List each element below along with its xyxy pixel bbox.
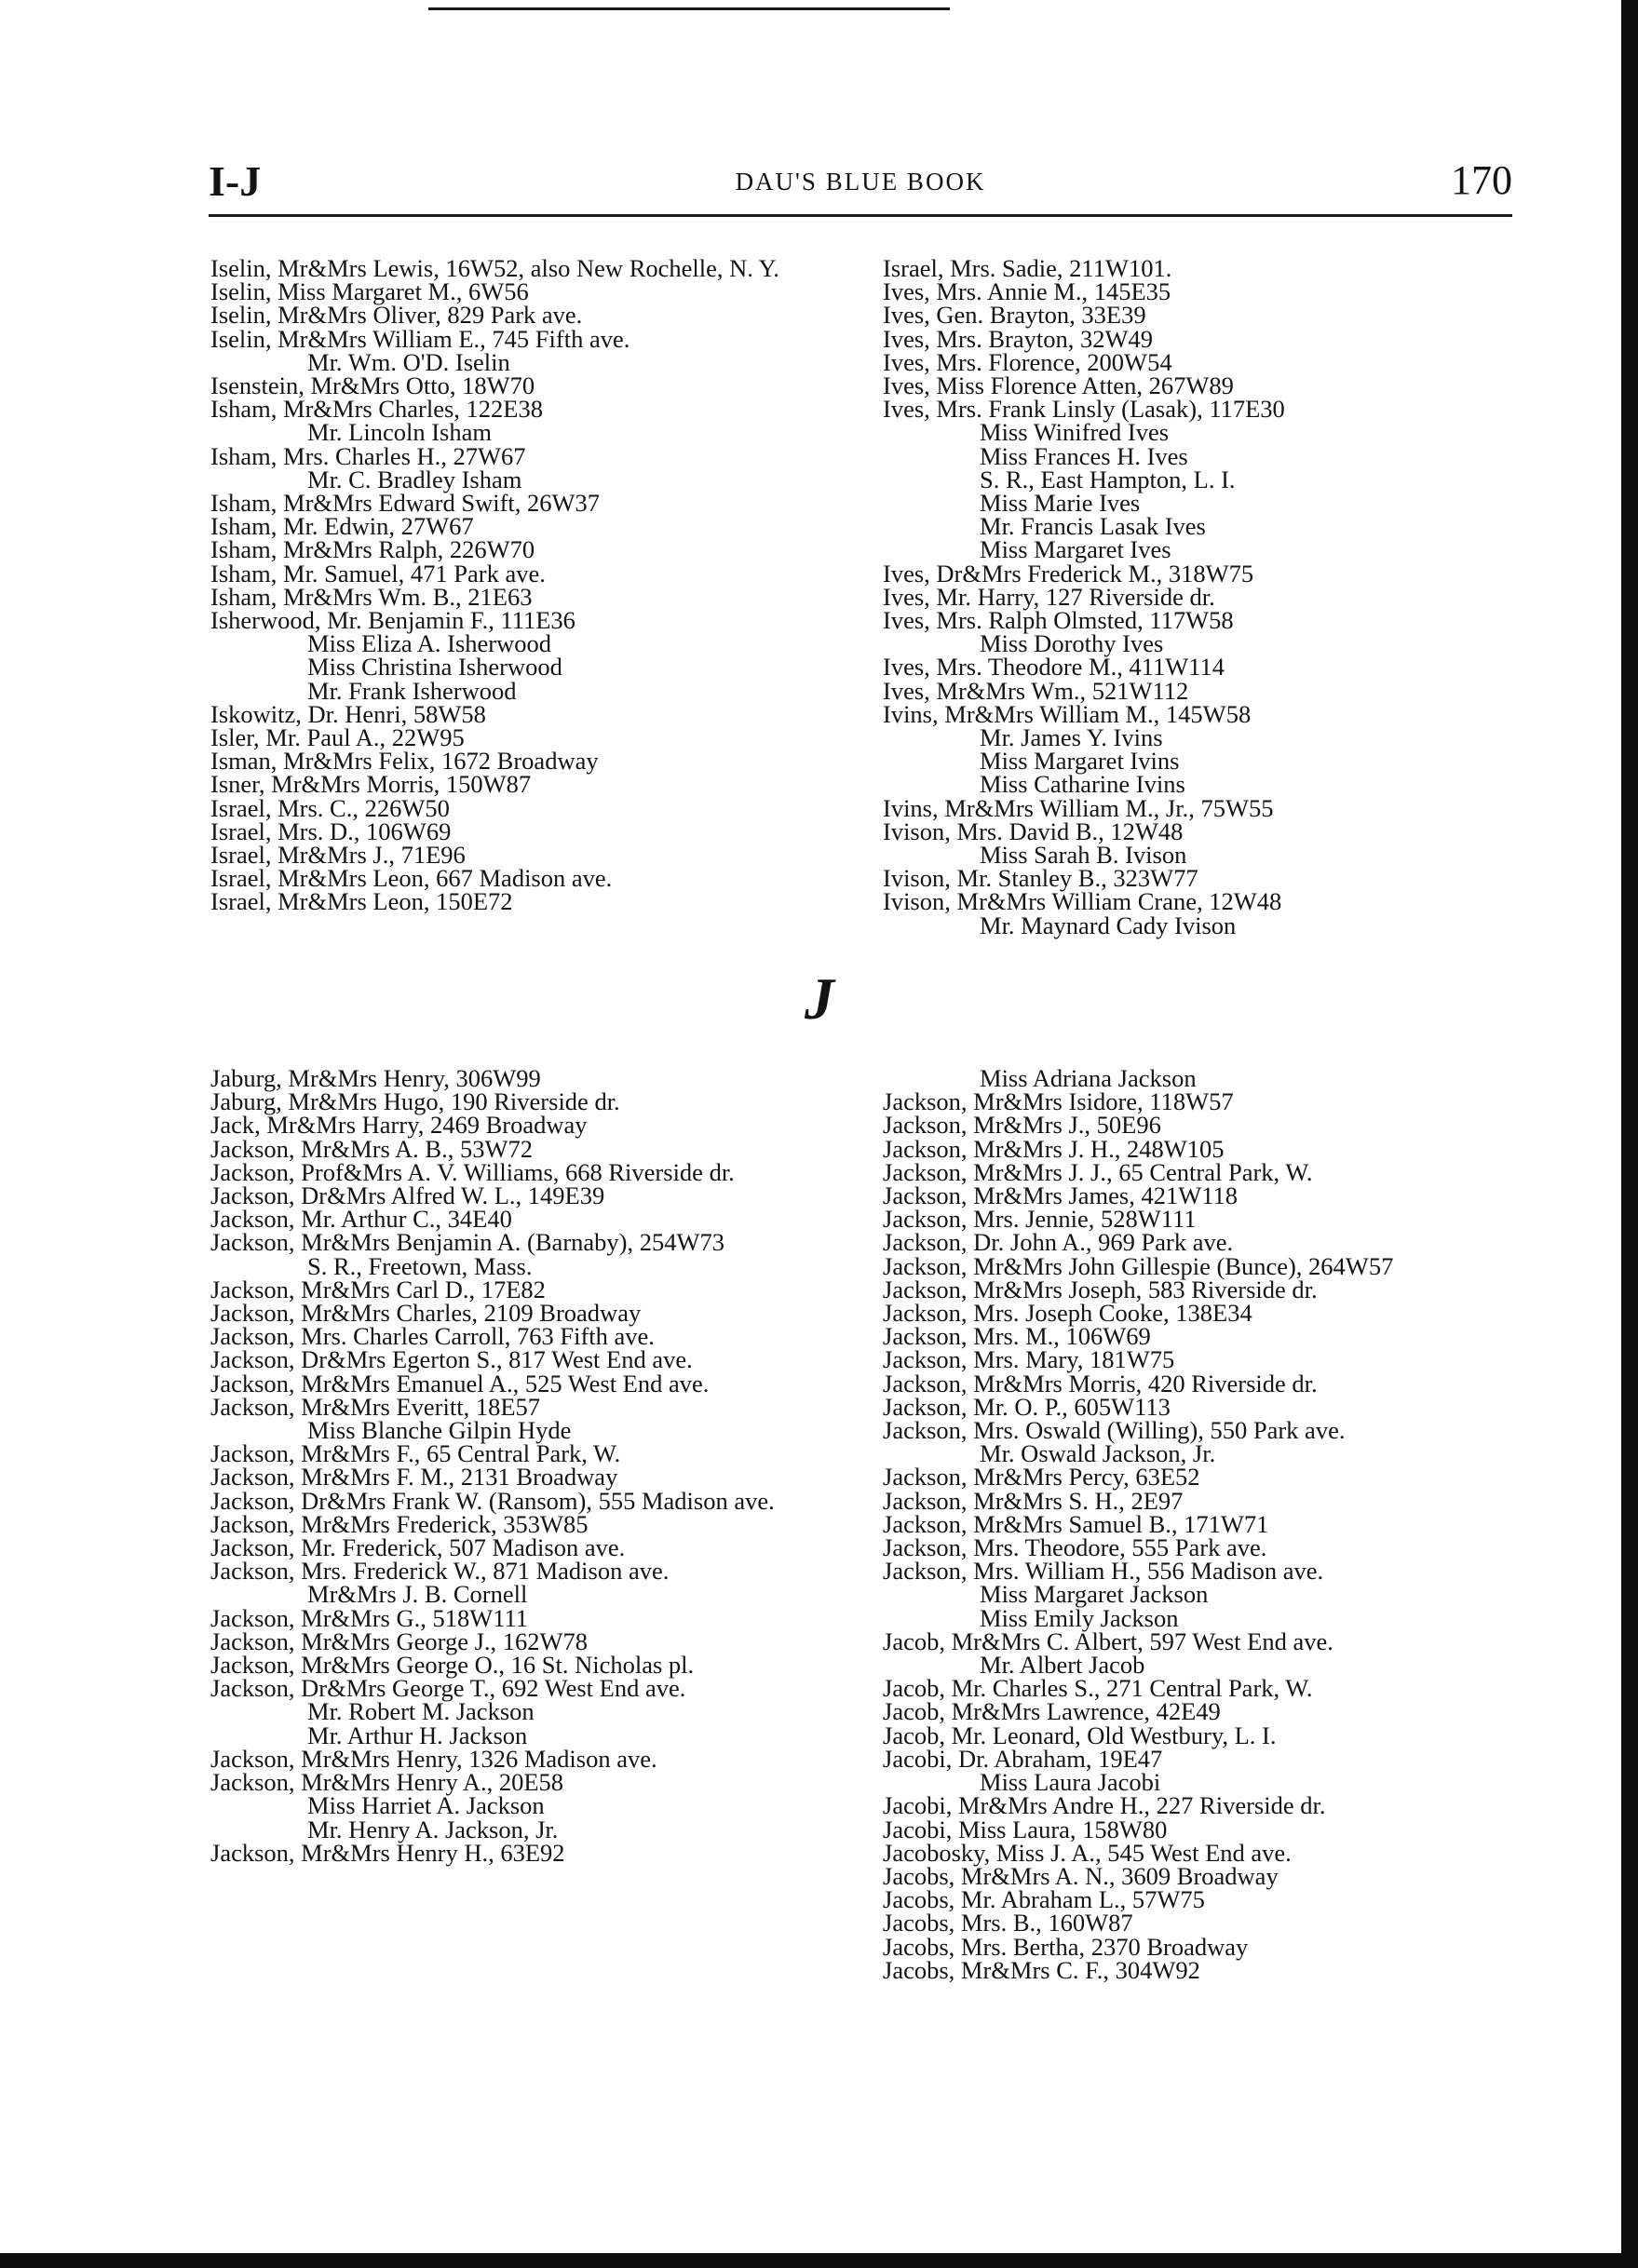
directory-entry: Jacobs, Mrs. Bertha, 2370 Broadway bbox=[883, 1932, 1249, 1961]
directory-entry: Jackson, Mr&Mrs A. B., 53W72 bbox=[210, 1134, 533, 1163]
directory-subentry: Miss Christina Isherwood bbox=[307, 653, 562, 682]
directory-entry: Jackson, Mr&Mrs George J., 162W78 bbox=[210, 1627, 589, 1655]
directory-subentry: Miss Blanche Gilpin Hyde bbox=[307, 1416, 572, 1445]
directory-entry: Jackson, Mr&Mrs F. M., 2131 Broadway bbox=[210, 1463, 618, 1492]
section-letter-j: J bbox=[805, 965, 834, 1032]
directory-entry: Jacobi, Mr&Mrs Andre H., 227 Riverside dr. bbox=[883, 1791, 1326, 1820]
directory-entry: Ives, Gen. Brayton, 33E39 bbox=[883, 301, 1146, 330]
directory-entry: Jackson, Mrs. M., 106W69 bbox=[883, 1322, 1151, 1351]
directory-entry: Iselin, Mr&Mrs William E., 745 Fifth ave. bbox=[210, 324, 630, 353]
directory-entry: Israel, Mrs. C., 226W50 bbox=[210, 793, 450, 822]
page-header bbox=[209, 156, 1512, 214]
directory-subentry: Miss Margaret Ivins bbox=[980, 747, 1180, 776]
directory-entry: Jacobs, Mr. Abraham L., 57W75 bbox=[883, 1885, 1205, 1914]
directory-entry: Jackson, Mr&Mrs Emanuel A., 525 West End ave. bbox=[210, 1369, 710, 1397]
directory-subentry: Mr. Wm. O'D. Iselin bbox=[307, 347, 510, 376]
directory-entry: Jacob, Mr&Mrs Lawrence, 42E49 bbox=[883, 1697, 1221, 1726]
directory-entry: Ives, Mrs. Annie M., 145E35 bbox=[883, 277, 1171, 306]
directory-entry: Jackson, Dr&Mrs Alfred W. L., 149E39 bbox=[210, 1181, 605, 1210]
directory-subentry: Miss Margaret Ives bbox=[980, 535, 1171, 564]
directory-entry: Jackson, Mr. Arthur C., 34E40 bbox=[210, 1205, 512, 1234]
directory-entry: Isham, Mr&Mrs Wm. B., 21E63 bbox=[210, 582, 533, 611]
directory-entry: Isham, Mr. Edwin, 27W67 bbox=[210, 512, 474, 541]
directory-subentry: Miss Harriet A. Jackson bbox=[307, 1791, 545, 1820]
top-rule bbox=[428, 7, 950, 10]
directory-entry: Jackson, Mr&Mrs J. H., 248W105 bbox=[883, 1134, 1225, 1163]
directory-subentry: Miss Margaret Jackson bbox=[980, 1580, 1209, 1609]
directory-entry: Isenstein, Mr&Mrs Otto, 18W70 bbox=[210, 371, 535, 400]
directory-entry: Isham, Mr. Samuel, 471 Park ave. bbox=[210, 559, 546, 587]
directory-subentry: Mr. Maynard Cady Ivison bbox=[980, 911, 1237, 939]
directory-subentry: Mr. Albert Jacob bbox=[980, 1651, 1145, 1680]
directory-entry: Jackson, Dr. John A., 969 Park ave. bbox=[883, 1228, 1234, 1257]
directory-subentry: Mr. C. Bradley Isham bbox=[307, 465, 522, 493]
directory-entry: Ives, Mrs. Florence, 200W54 bbox=[883, 347, 1172, 376]
directory-subentry: S. R., East Hampton, L. I. bbox=[980, 465, 1236, 493]
column-j-right bbox=[883, 1064, 1516, 1984]
directory-entry: Jackson, Mr&Mrs F., 65 Central Park, W. bbox=[210, 1439, 621, 1468]
directory-entry: Ives, Mrs. Frank Linsly (Lasak), 117E30 bbox=[883, 395, 1285, 424]
directory-entry: Jackson, Dr&Mrs Egerton S., 817 West End ave. bbox=[210, 1345, 693, 1374]
directory-entry: Israel, Mr&Mrs J., 71E96 bbox=[210, 841, 466, 870]
directory-entry: Jackson, Mr&Mrs James, 421W118 bbox=[883, 1181, 1239, 1210]
directory-entry: Ivison, Mr. Stanley B., 323W77 bbox=[883, 864, 1198, 893]
directory-subentry: Mr. Arthur H. Jackson bbox=[307, 1721, 528, 1749]
directory-entry: Jaburg, Mr&Mrs Hugo, 190 Riverside dr. bbox=[210, 1087, 620, 1116]
directory-entry: Jacobosky, Miss J. A., 545 West End ave. bbox=[883, 1838, 1292, 1867]
directory-entry: Jacob, Mr. Charles S., 271 Central Park, W. bbox=[883, 1674, 1313, 1703]
directory-entry: Jackson, Mrs. Oswald (Willing), 550 Park ave. bbox=[883, 1416, 1346, 1445]
directory-subentry: Miss Adriana Jackson bbox=[980, 1064, 1197, 1092]
directory-subentry: Mr. James Y. Ivins bbox=[980, 723, 1163, 752]
directory-entry: Jacobs, Mr&Mrs C. F., 304W92 bbox=[883, 1955, 1200, 1984]
directory-subentry: Miss Sarah B. Ivison bbox=[980, 841, 1187, 870]
directory-entry: Jackson, Mr&Mrs Percy, 63E52 bbox=[883, 1463, 1200, 1492]
directory-entry: Isner, Mr&Mrs Morris, 150W87 bbox=[210, 770, 532, 799]
directory-entry: Jacobi, Miss Laura, 158W80 bbox=[883, 1815, 1168, 1843]
directory-entry: Jackson, Mr. Frederick, 507 Madison ave. bbox=[210, 1533, 626, 1562]
directory-entry: Israel, Mr&Mrs Leon, 150E72 bbox=[210, 887, 513, 916]
directory-entry: Ives, Miss Florence Atten, 267W89 bbox=[883, 371, 1234, 400]
directory-entry: Jacob, Mr&Mrs C. Albert, 597 West End ave. bbox=[883, 1627, 1333, 1655]
directory-entry: Jaburg, Mr&Mrs Henry, 306W99 bbox=[210, 1064, 541, 1092]
directory-entry: Jackson, Mr&Mrs Morris, 420 Riverside dr. bbox=[883, 1369, 1318, 1397]
directory-entry: Jackson, Mr&Mrs George O., 16 St. Nicholas pl. bbox=[210, 1651, 695, 1680]
directory-entry: Jackson, Mrs. William H., 556 Madison ave. bbox=[883, 1557, 1324, 1586]
directory-subentry: Miss Laura Jacobi bbox=[980, 1768, 1161, 1797]
directory-entry: Isham, Mr&Mrs Edward Swift, 26W37 bbox=[210, 489, 601, 518]
directory-entry: Isler, Mr. Paul A., 22W95 bbox=[210, 723, 465, 752]
directory-entry: Jackson, Mr&Mrs Charles, 2109 Broadway bbox=[210, 1299, 642, 1328]
directory-entry: Ives, Mrs. Ralph Olmsted, 117W58 bbox=[883, 606, 1234, 635]
directory-subentry: Mr. Lincoln Isham bbox=[307, 418, 492, 447]
directory-subentry: Mr. Robert M. Jackson bbox=[307, 1697, 535, 1726]
directory-entry: Jackson, Mrs. Frederick W., 871 Madison ave. bbox=[210, 1557, 670, 1586]
directory-entry: Jackson, Mrs. Jennie, 528W111 bbox=[883, 1205, 1197, 1234]
directory-subentry: Miss Frances H. Ives bbox=[980, 441, 1188, 470]
directory-entry: Jackson, Mr&Mrs Carl D., 17E82 bbox=[210, 1275, 546, 1303]
directory-subentry: Miss Catharine Ivins bbox=[980, 770, 1185, 799]
directory-entry: Jacobi, Dr. Abraham, 19E47 bbox=[883, 1744, 1163, 1773]
directory-entry: Iselin, Mr&Mrs Lewis, 16W52, also New Rochelle, N. Y. bbox=[210, 254, 779, 282]
directory-subentry: Mr. Francis Lasak Ives bbox=[980, 512, 1206, 541]
directory-entry: Jackson, Mr&Mrs John Gillespie (Bunce), 264W57 bbox=[883, 1251, 1394, 1280]
directory-entry: Jackson, Mrs. Charles Carroll, 763 Fifth ave. bbox=[210, 1322, 655, 1351]
directory-entry: Isham, Mr&Mrs Charles, 122E38 bbox=[210, 395, 543, 424]
directory-entry: Isherwood, Mr. Benjamin F., 111E36 bbox=[210, 606, 575, 635]
directory-entry: Israel, Mrs. D., 106W69 bbox=[210, 817, 452, 845]
directory-entry: Jacobs, Mr&Mrs A. N., 3609 Broadway bbox=[883, 1861, 1279, 1890]
scan-edge-right bbox=[1621, 0, 1638, 2268]
directory-subentry: Miss Emily Jackson bbox=[980, 1603, 1179, 1632]
directory-entry: Iselin, Mr&Mrs Oliver, 829 Park ave. bbox=[210, 301, 583, 330]
directory-entry: Ivins, Mr&Mrs William M., Jr., 75W55 bbox=[883, 793, 1274, 822]
directory-subentry: Miss Winifred Ives bbox=[980, 418, 1170, 447]
column-i-right bbox=[883, 254, 1516, 939]
directory-entry: Ives, Dr&Mrs Frederick M., 318W75 bbox=[883, 559, 1254, 587]
directory-entry: Iskowitz, Dr. Henri, 58W58 bbox=[210, 699, 486, 728]
directory-entry: Ives, Mrs. Theodore M., 411W114 bbox=[883, 653, 1225, 682]
directory-entry: Israel, Mr&Mrs Leon, 667 Madison ave. bbox=[210, 864, 613, 893]
directory-entry: Israel, Mrs. Sadie, 211W101. bbox=[883, 254, 1172, 282]
directory-entry: Jackson, Mr. O. P., 605W113 bbox=[883, 1392, 1171, 1421]
directory-subentry: Miss Marie Ives bbox=[980, 489, 1141, 518]
directory-entry: Jackson, Mr&Mrs Frederick, 353W85 bbox=[210, 1509, 589, 1538]
directory-subentry: Mr. Frank Isherwood bbox=[307, 676, 517, 705]
column-j-left bbox=[210, 1064, 844, 1867]
directory-entry: Ivison, Mrs. David B., 12W48 bbox=[883, 817, 1184, 845]
column-i-left bbox=[210, 254, 844, 916]
directory-entry: Jackson, Prof&Mrs A. V. Williams, 668 Riverside dr. bbox=[210, 1157, 735, 1186]
directory-entry: Jacobs, Mrs. B., 160W87 bbox=[883, 1909, 1133, 1937]
directory-subentry: S. R., Freetown, Mass. bbox=[307, 1251, 533, 1280]
directory-entry: Jackson, Mr&Mrs Isidore, 118W57 bbox=[883, 1087, 1234, 1116]
directory-entry: Jackson, Mr&Mrs J., 50E96 bbox=[883, 1111, 1161, 1140]
directory-entry: Jackson, Mr&Mrs Benjamin A. (Barnaby), 254W73 bbox=[210, 1228, 724, 1257]
page-number: 170 bbox=[1451, 157, 1512, 203]
directory-entry: Jackson, Mr&Mrs Samuel B., 171W71 bbox=[883, 1509, 1269, 1538]
directory-entry: Ivison, Mr&Mrs William Crane, 12W48 bbox=[883, 887, 1282, 916]
directory-entry: Ivins, Mr&Mrs William M., 145W58 bbox=[883, 699, 1252, 728]
directory-entry: Jackson, Mr&Mrs J. J., 65 Central Park, W. bbox=[883, 1157, 1313, 1186]
directory-entry: Jackson, Mrs. Mary, 181W75 bbox=[883, 1345, 1175, 1374]
page-title: DAU'S BLUE BOOK bbox=[735, 168, 986, 196]
directory-entry: Jacob, Mr. Leonard, Old Westbury, L. I. bbox=[883, 1721, 1277, 1749]
directory-entry: Jackson, Mr&Mrs Henry H., 63E92 bbox=[210, 1838, 565, 1867]
scan-edge-bottom bbox=[0, 2253, 1638, 2268]
directory-subentry: Mr. Henry A. Jackson, Jr. bbox=[307, 1815, 559, 1843]
directory-subentry: Miss Eliza A. Isherwood bbox=[307, 629, 552, 658]
directory-entry: Jackson, Mr&Mrs G., 518W111 bbox=[210, 1603, 529, 1632]
directory-subentry: Miss Dorothy Ives bbox=[980, 629, 1164, 658]
directory-entry: Isman, Mr&Mrs Felix, 1672 Broadway bbox=[210, 747, 599, 776]
directory-entry: Jackson, Mrs. Joseph Cooke, 138E34 bbox=[883, 1299, 1252, 1328]
directory-entry: Isham, Mr&Mrs Ralph, 226W70 bbox=[210, 535, 535, 564]
directory-entry: Jackson, Mr&Mrs Henry, 1326 Madison ave. bbox=[210, 1744, 657, 1773]
directory-subentry: Mr&Mrs J. B. Cornell bbox=[307, 1580, 528, 1609]
directory-entry: Jackson, Mr&Mrs Joseph, 583 Riverside dr. bbox=[883, 1275, 1318, 1303]
directory-entry: Jackson, Mr&Mrs S. H., 2E97 bbox=[883, 1486, 1184, 1515]
section-range: I-J bbox=[209, 157, 262, 205]
directory-entry: Jackson, Mr&Mrs Everitt, 18E57 bbox=[210, 1392, 541, 1421]
directory-entry: Jackson, Mrs. Theodore, 555 Park ave. bbox=[883, 1533, 1267, 1562]
directory-subentry: Mr. Oswald Jackson, Jr. bbox=[980, 1439, 1216, 1468]
directory-entry: Iselin, Miss Margaret M., 6W56 bbox=[210, 277, 529, 306]
directory-entry: Isham, Mrs. Charles H., 27W67 bbox=[210, 441, 526, 470]
directory-entry: Ives, Mr. Harry, 127 Riverside dr. bbox=[883, 582, 1215, 611]
directory-entry: Ives, Mrs. Brayton, 32W49 bbox=[883, 324, 1153, 353]
directory-entry: Jackson, Dr&Mrs Frank W. (Ransom), 555 Madison ave. bbox=[210, 1486, 775, 1515]
directory-entry: Jackson, Dr&Mrs George T., 692 West End ave. bbox=[210, 1674, 686, 1703]
header-rule bbox=[209, 214, 1512, 217]
directory-entry: Ives, Mr&Mrs Wm., 521W112 bbox=[883, 676, 1189, 705]
directory-entry: Jackson, Mr&Mrs Henry A., 20E58 bbox=[210, 1768, 564, 1797]
directory-entry: Jack, Mr&Mrs Harry, 2469 Broadway bbox=[210, 1111, 588, 1140]
